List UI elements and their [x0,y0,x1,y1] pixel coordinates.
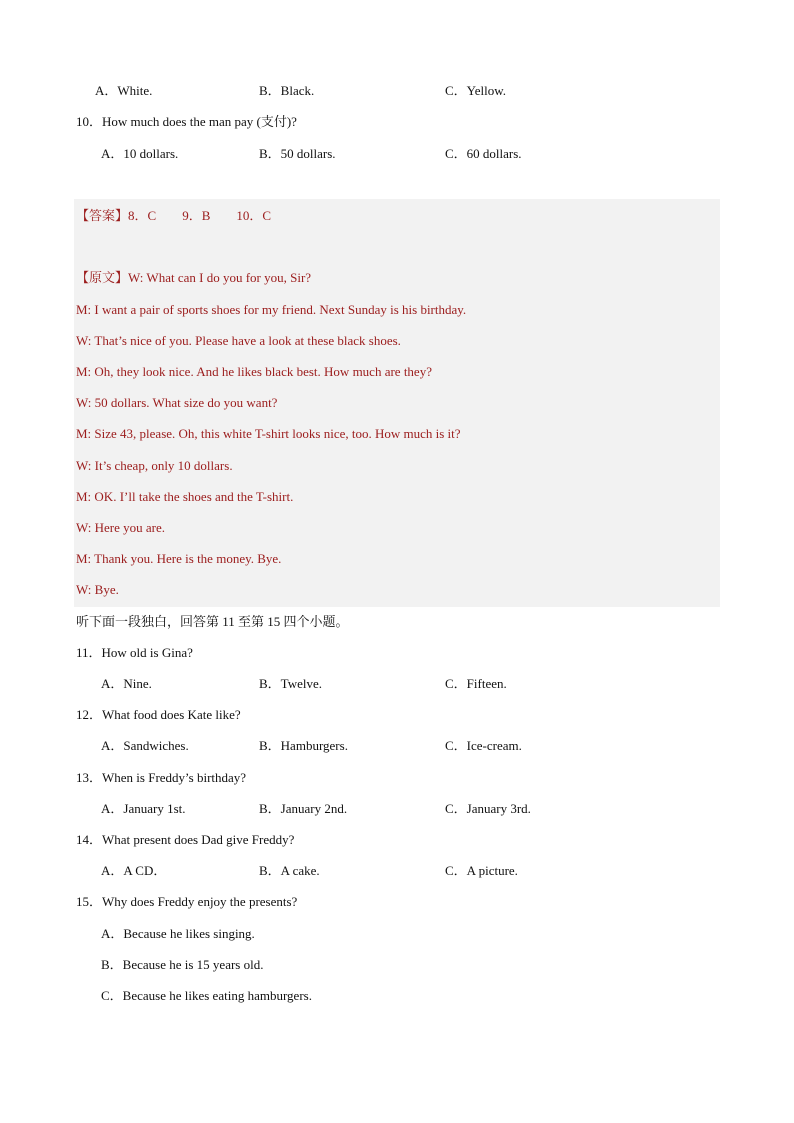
q12-option-b: B．Hamburgers. [259,738,348,753]
q10-option-a: A．10 dollars. [101,146,179,161]
transcript-text: W: What can I do you for you, Sir? [128,270,312,285]
q13-option-a: A．January 1st. [101,801,186,816]
q13-option-c: C．January 3rd. [445,801,531,816]
transcript-line: W: Bye. [76,582,119,597]
q9-option-b: B．Black. [259,83,315,98]
transcript-label: 【原文】 [76,270,129,285]
transcript-line: M: Oh, they look nice. And he likes black best. How much are they? [76,364,432,379]
q15-option-b: B．Because he is 15 years old. [101,957,264,972]
q14-option-c: C．A picture. [445,863,518,878]
q10-question: 10．How much does the man pay (支付)? [76,114,297,129]
q11-option-b: B．Twelve. [259,676,322,691]
transcript-line: M: Size 43, please. Oh, this white T-shirt looks nice, too. How much is it? [76,426,461,441]
q12-question: 12．What food does Kate like? [76,707,241,722]
transcript-line: W: It’s cheap, only 10 dollars. [76,458,233,473]
q9-option-a: A．White. [95,83,153,98]
transcript-line [76,270,311,286]
answer-item: 8．C [128,208,157,223]
transcript-line: M: Thank you. Here is the money. Bye. [76,551,282,566]
transcript-line: M: OK. I’ll take the shoes and the T-shirt. [76,489,294,504]
answer-item: 10．C [236,208,272,223]
q10-option-b: B．50 dollars. [259,146,336,161]
q11-question: 11．How old is Gina? [76,645,193,660]
q15-option-c: C．Because he likes eating hamburgers. [101,988,312,1003]
q13-option-b: B．January 2nd. [259,801,348,816]
answer-line [76,208,271,224]
q11-option-a: A．Nine. [101,676,152,691]
q12-option-c: C．Ice-cream. [445,738,522,753]
q10-option-c: C．60 dollars. [445,146,522,161]
section-instruction: 听下面一段独白，回答第 11 至第 15 四个小题。 [76,614,349,629]
q14-option-a: A．A CD． [101,863,167,878]
q12-option-a: A．Sandwiches. [101,738,189,753]
transcript-line: W: 50 dollars. What size do you want? [76,395,278,410]
q15-question: 15．Why does Freddy enjoy the presents? [76,894,298,909]
q14-option-b: B．A cake. [259,863,320,878]
transcript-line: W: That’s nice of you. Please have a look at these black shoes. [76,333,401,348]
transcript-line: M: I want a pair of sports shoes for my friend. Next Sunday is his birthday. [76,302,467,317]
q15-option-a: A．Because he likes singing. [101,926,255,941]
q14-question: 14．What present does Dad give Freddy? [76,832,295,847]
answer-item: 9．B [182,208,211,223]
q13-question: 13．When is Freddy’s birthday? [76,770,247,785]
transcript-line: W: Here you are. [76,520,166,535]
answer-label: 【答案】 [76,208,129,223]
q11-option-c: C．Fifteen. [445,676,507,691]
q9-option-c: C．Yellow. [445,83,507,98]
